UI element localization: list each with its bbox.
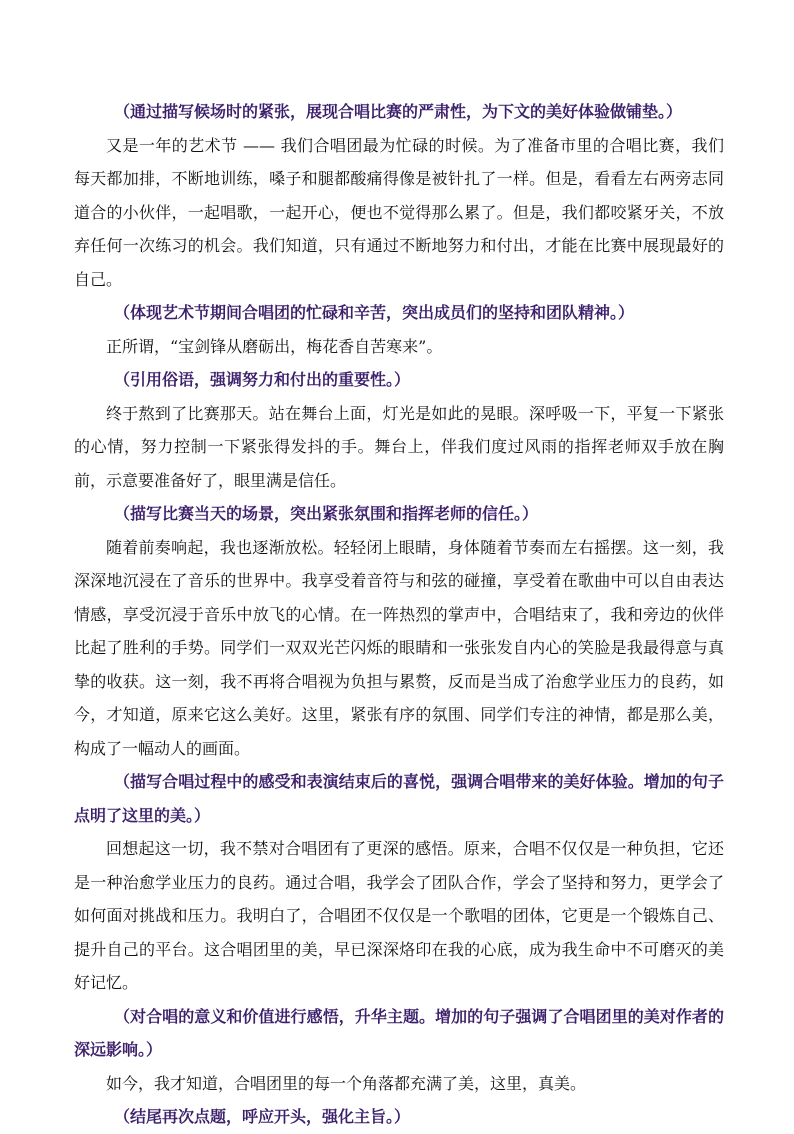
annotation-2: （体现艺术节期间合唱团的忙碌和辛苦，突出成员们的坚持和团队精神。） xyxy=(114,303,635,322)
annotation-4: （描写比赛当天的场景，突出紧张氛围和指挥老师的信任。） xyxy=(114,504,539,523)
annotation-6: （对合唱的意义和价值进行感悟，升华主题。增加的句子强调了合唱团里的美对作者的深远影响。） xyxy=(74,1006,724,1059)
paragraph-competition-day: 终于熬到了比赛那天。站在舞台上面，灯光是如此的晃眼。深呼吸一下，平复一下紧张的心情，努力控制一下紧张得发抖的手。舞台上，伴我们度过风雨的指挥老师双手放在胸前，示意要准备好了，眼里满是信任。 xyxy=(74,403,724,490)
document-page xyxy=(74,95,724,1134)
paragraph-proverb: 正所谓，“宝剑锋从磨砺出，梅花香自苦寒来”。 xyxy=(106,336,443,356)
annotation-5: （描写合唱过程中的感受和表演结束后的喜悦，强调合唱带来的美好体验。增加的句子点明了这里的美。） xyxy=(74,772,724,825)
paragraph-reflection: 回想起这一切，我不禁对合唱团有了更深的感悟。原来，合唱不仅仅是一种负担，它还是一种治愈学业压力的良药。通过合唱，我学会了团队合作，学会了坚持和努力，更学会了如何面对挑战和压力。我明白了，合唱团不仅仅是一个歌唱的团体，它更是一个锻炼自己、提升自己的平台。这合唱团里的美，早已深深烙印在我的心底，成为我生命中不可磨灭的美好记忆。 xyxy=(74,839,724,992)
paragraph-conclusion: 如今，我才知道，合唱团里的每一个角落都充满了美，这里，真美。 xyxy=(106,1073,587,1093)
annotation-7: （结尾再次点题，呼应开头，强化主旨。） xyxy=(114,1107,411,1126)
paragraph-performance: 随着前奏响起，我也逐渐放松。轻轻闭上眼睛，身体随着节奏而左右摇摆。这一刻，我深深地沉浸在了音乐的世界中。我享受着音符与和弦的碰撞，享受着在歌曲中可以自由表达情感，享受沉浸于音乐中放飞的心情。在一阵热烈的掌声中，合唱结束了，我和旁边的伙伴比起了胜利的手势。同学们一双双光芒闪烁的眼睛和一张张发自内心的笑脸是我最得意与真挚的收获。这一刻，我不再将合唱视为负担与累赘，反而是当成了治愈学业压力的良药，如今，才知道，原来它这么美好。这里，紧张有序的氛围、同学们专注的神情，都是那么美，构成了一幅动人的画面。 xyxy=(74,537,724,758)
annotation-3: （引用俗语，强调努力和付出的重要性。） xyxy=(114,370,411,389)
annotation-1: （通过描写候场时的紧张，展现合唱比赛的严肃性，为下文的美好体验做铺垫。） xyxy=(114,102,683,121)
paragraph-art-festival: 又是一年的艺术节 —— 我们合唱团最为忙碌的时候。为了准备市里的合唱比赛，我们每天都加排，不断地训练，嗓子和腿都酸痛得像是被针扎了一样。但是，看看左右两旁志同道合的小伙伴，一起唱歌，一起开心，便也不觉得那么累了。但是，我们都咬紧牙关，不放弃任何一次练习的机会。我们知道，只有通过不断地努力和付出，才能在比赛中展现最好的自己。 xyxy=(74,135,724,289)
